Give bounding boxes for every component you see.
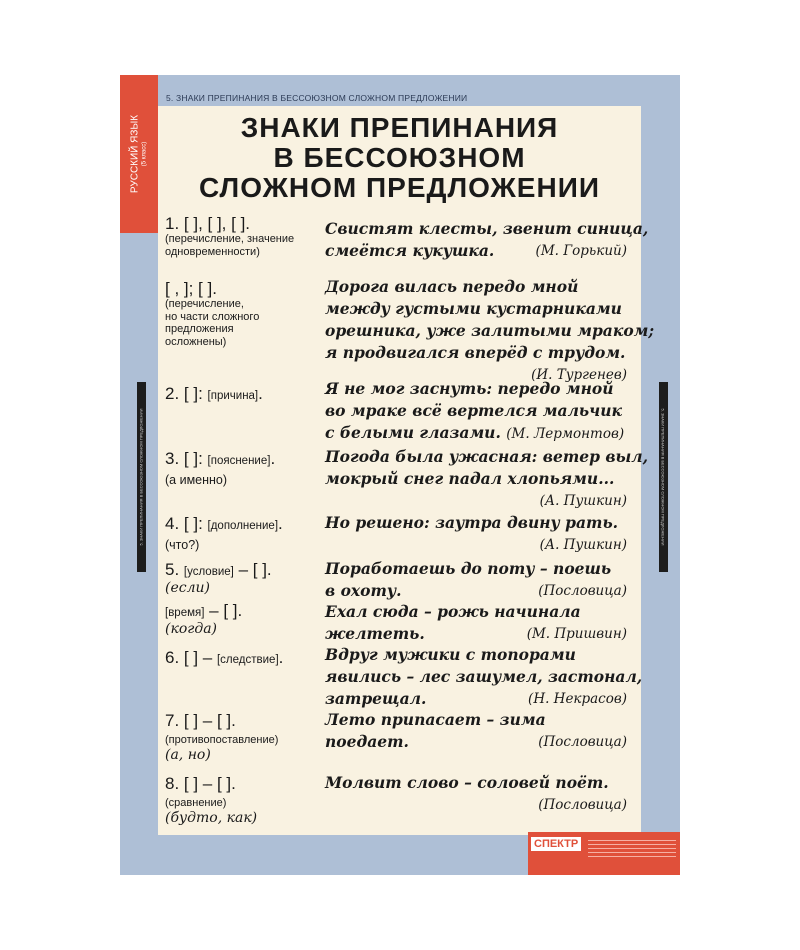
rule-5b-scheme-block xyxy=(165,601,242,637)
rule-7-example xyxy=(325,709,627,753)
rule-5-source: (Пословица) xyxy=(538,583,627,599)
rule-7-example-line-2: поедает. xyxy=(325,732,409,751)
section-header: 5. ЗНАКИ ПРЕПИНАНИЯ В БЕССОЮЗНОМ СЛОЖНОМ ПРЕДЛОЖЕНИИ xyxy=(166,93,468,103)
rule-5b-example-line-2: желтеть. xyxy=(325,624,425,643)
rule-6-example-line-2: явились – лес зашумел, застонал, xyxy=(325,667,643,686)
title-line-3: СЛОЖНОМ ПРЕДЛОЖЕНИИ xyxy=(199,172,600,203)
rule-5b-note: (когда) xyxy=(165,621,218,637)
rule-8-scheme-block xyxy=(165,774,257,826)
title-line-2: В БЕССОЮЗНОМ xyxy=(273,142,526,173)
rule-3-example-line-1: Погода была ужасная: ветер выл, xyxy=(325,447,649,466)
right-strip-text: 5. ЗНАКИ ПРЕПИНАНИЯ В БЕССОЮЗНОМ СЛОЖНОМ ПРЕДЛОЖЕНИИ xyxy=(660,408,666,546)
rule-7-source: (Пословица) xyxy=(538,734,627,750)
rule-2-example xyxy=(325,378,627,445)
rule-5-label: [условие] xyxy=(183,566,234,578)
rule-6-scheme: 6. [ ] – xyxy=(165,648,217,667)
rule-1-note-1: (перечисление, значение xyxy=(165,233,295,245)
rule-5-scheme-block: 5. [условие] – [ ]. (если) xyxy=(165,560,272,596)
title-line-1: ЗНАКИ ПРЕПИНАНИЯ xyxy=(240,112,559,143)
publisher-fine-print xyxy=(588,837,676,867)
rule-5b-scheme: – [ ]. xyxy=(204,601,243,620)
page-title xyxy=(158,113,641,203)
rule-2-example-line-3: с белыми глазами. xyxy=(325,423,501,442)
rule-8-example xyxy=(325,772,627,816)
rule-8-example-line-1: Молвит слово – соловей поёт. xyxy=(325,773,609,792)
rule-1-example xyxy=(325,218,649,262)
rule-4-example-line-1: Но решено: заутра двину рать. xyxy=(325,513,619,532)
subject-tab xyxy=(120,75,158,233)
rule-3-source: (А. Пушкин) xyxy=(539,493,627,509)
rule-2-example-line-2: во мраке всё вертелся мальчик xyxy=(325,401,622,420)
rule-8-note-2: (будто, как) xyxy=(165,809,258,826)
rule-3-note: (а именно) xyxy=(165,473,228,487)
rule-1b-scheme: [ , ]; [ ]. xyxy=(165,279,217,298)
rule-6-example xyxy=(325,644,643,710)
rule-8-source: (Пословица) xyxy=(538,797,627,813)
rule-1b-scheme-block xyxy=(165,279,259,348)
rule-6-scheme-block: 6. [ ] – [следствие]. xyxy=(165,648,284,667)
rule-3-scheme-block: 3. [ ]: [пояснение]. (а именно) xyxy=(165,449,276,487)
rule-6-source: (Н. Некрасов) xyxy=(528,691,627,707)
rule-4-note: (что?) xyxy=(165,538,200,552)
rule-1b-example xyxy=(325,276,655,386)
rule-6-label: [следствие] xyxy=(216,654,279,666)
rule-7-note-1: (противопоставление) xyxy=(165,734,279,746)
rule-1-example-line-2: смеётся кукушка. xyxy=(325,241,495,260)
grade-label: (5 класс) xyxy=(141,141,148,167)
publisher-logo xyxy=(528,832,680,875)
rule-1b-note-3: предложения xyxy=(165,323,234,335)
subject-label: РУССКИЙ ЯЗЫК xyxy=(129,114,141,194)
rule-2-scheme: 2. [ ]: xyxy=(165,384,208,403)
rule-3-example xyxy=(325,446,649,512)
rule-5b-example xyxy=(325,601,627,645)
right-side-strip xyxy=(659,382,668,572)
rule-5-note: (если) xyxy=(165,580,210,596)
rule-1b-example-line-1: Дорога вилась передо мной xyxy=(325,277,579,296)
rule-7-scheme-block xyxy=(165,711,278,763)
rule-1-note-2: одновременности) xyxy=(165,245,260,258)
rule-7-example-line-1: Лето припасает – зима xyxy=(325,710,546,729)
rule-5-example-line-2: в охоту. xyxy=(325,581,402,600)
rule-4-source: (А. Пушкин) xyxy=(539,537,627,553)
rule-1-source: (М. Горький) xyxy=(535,243,627,259)
rule-5-scheme: – [ ]. xyxy=(233,560,272,579)
rule-4-label: [дополнение] xyxy=(207,520,279,532)
rule-1b-example-line-4: я продвигался вперёд с трудом. xyxy=(325,343,626,362)
rule-5b-label: [время] xyxy=(165,607,205,619)
rule-2-label: [причина] xyxy=(207,390,259,402)
rule-4-example xyxy=(325,512,627,556)
rule-1-scheme-block xyxy=(165,214,294,258)
rule-7-note-2: (а, но) xyxy=(165,746,211,763)
rule-5-example xyxy=(325,558,627,602)
rule-1-example-line-1: Свистят клесты, звенит синица, xyxy=(325,219,649,238)
rule-8-note-1: (сравнение) xyxy=(165,797,227,809)
rule-1b-example-line-2: между густыми кустарниками xyxy=(325,299,622,318)
rule-1b-note-1: (перечисление, xyxy=(165,298,244,310)
rule-1-scheme: 1. [ ], [ ], [ ]. xyxy=(165,214,251,233)
rule-3-scheme: 3. [ ]: xyxy=(165,449,208,468)
rule-1b-note-2: но части сложного xyxy=(165,310,260,323)
rule-1b-source: (И. Тургенев) xyxy=(531,367,627,383)
rule-4-scheme-block: 4. [ ]: [дополнение]. (что?) xyxy=(165,514,283,552)
rule-1b-example-line-3: орешника, уже залитыми мраком; xyxy=(325,321,655,340)
rule-4-scheme: 4. [ ]: xyxy=(165,514,208,533)
rule-3-label: [пояснение] xyxy=(207,455,271,467)
rule-5-example-line-1: Поработаешь до поту – поешь xyxy=(325,559,612,578)
rule-7-scheme: 7. [ ] – [ ]. xyxy=(165,711,236,730)
rule-3-example-line-2: мокрый снег падал хлопьями... xyxy=(325,469,615,488)
rule-2-example-line-1: Я не мог заснуть: передо мной xyxy=(325,379,614,398)
publisher-brand: СПЕКТР xyxy=(531,837,581,851)
rule-5b-source: (М. Пришвин) xyxy=(526,626,627,642)
rule-8-scheme: 8. [ ] – [ ]. xyxy=(165,774,236,793)
rule-6-example-line-3: затрещал. xyxy=(325,689,427,708)
left-side-strip xyxy=(137,382,146,572)
rule-2-scheme-block: 2. [ ]: [причина]. xyxy=(165,384,263,403)
rule-1b-note-4: осложнены) xyxy=(165,335,227,348)
rule-6-example-line-1: Вдруг мужики с топорами xyxy=(325,645,576,664)
left-strip-text: 5. ЗНАКИ ПРЕПИНАНИЯ В БЕССОЮЗНОМ СЛОЖНОМ ПРЕДЛОЖЕНИИ xyxy=(138,408,144,546)
rule-2-source: (М. Лермонтов) xyxy=(506,426,625,442)
rule-5b-example-line-1: Ехал сюда – рожь начинала xyxy=(325,602,581,621)
